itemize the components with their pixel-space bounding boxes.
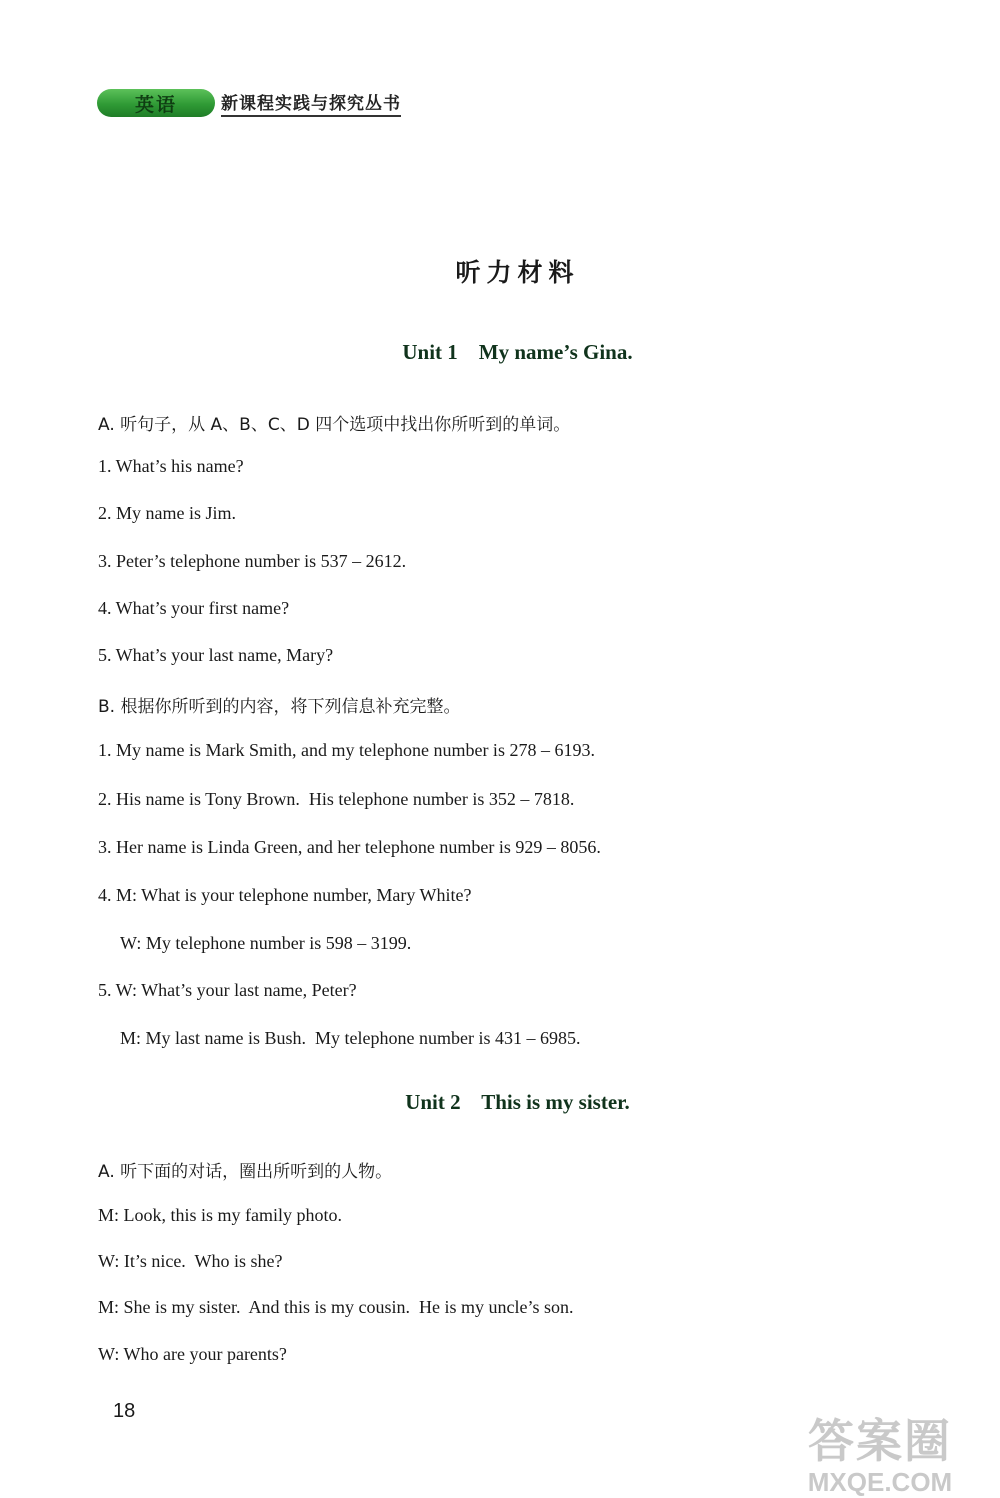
unit1-a-item-2: 2. My name is Jim.	[98, 503, 236, 523]
unit1-b-item-4-m: 4. M: What is your telephone number, Mary White?	[98, 885, 472, 905]
page-number: 18	[113, 1400, 136, 1422]
watermark-url: MXQE.COM	[807, 1467, 953, 1497]
series-title: 新课程实践与探究丛书	[221, 89, 401, 117]
unit2-dialogue-2: W: It’s nice. Who is she?	[98, 1251, 283, 1271]
unit1-b-item-5-w: 5. W: What’s your last name, Peter?	[98, 980, 357, 1000]
unit1-b-item-2: 2. His name is Tony Brown. His telephone number is 352 – 7818.	[98, 789, 575, 809]
unit1-a-item-4: 4. What’s your first name?	[98, 598, 290, 618]
unit2-dialogue-3: M: She is my sister. And this is my cousin. He is my uncle’s son.	[98, 1297, 574, 1317]
unit1-b-item-5-m: M: My last name is Bush. My telephone number is 431 – 6985.	[120, 1028, 581, 1048]
unit1-heading: Unit 1 My name’s Gina.	[402, 340, 633, 364]
page-header	[97, 88, 401, 118]
unit1-section-b: B. 根据你所听到的内容，将下列信息补充完整。	[98, 697, 461, 717]
unit1-a-item-5: 5. What’s your last name, Mary?	[98, 645, 334, 665]
unit2-dialogue-1: M: Look, this is my family photo.	[98, 1205, 343, 1225]
unit1-section-a: A. 听句子，从 A、B、C、D 四个选项中找出你所听到的单词。	[98, 415, 571, 435]
unit1-b-item-4-w: W: My telephone number is 598 – 3199.	[120, 933, 412, 953]
watermark	[770, 1405, 990, 1498]
unit1-a-item-3: 3. Peter’s telephone number is 537 – 2612.	[98, 551, 407, 571]
page-title: 听力材料	[455, 258, 580, 287]
unit2-dialogue-4: W: Who are your parents?	[98, 1344, 287, 1364]
unit2-heading: Unit 2 This is my sister.	[405, 1090, 630, 1114]
unit2-section-a: A. 听下面的对话，圈出所听到的人物。	[98, 1162, 393, 1182]
subject-badge: 英语	[97, 89, 215, 117]
watermark-logo: 答案圈	[808, 1414, 952, 1468]
unit1-b-item-1: 1. My name is Mark Smith, and my telephone number is 278 – 6193.	[98, 740, 595, 760]
unit1-a-item-1: 1. What’s his name?	[98, 456, 244, 476]
unit1-b-item-3: 3. Her name is Linda Green, and her telephone number is 929 – 8056.	[98, 837, 601, 857]
